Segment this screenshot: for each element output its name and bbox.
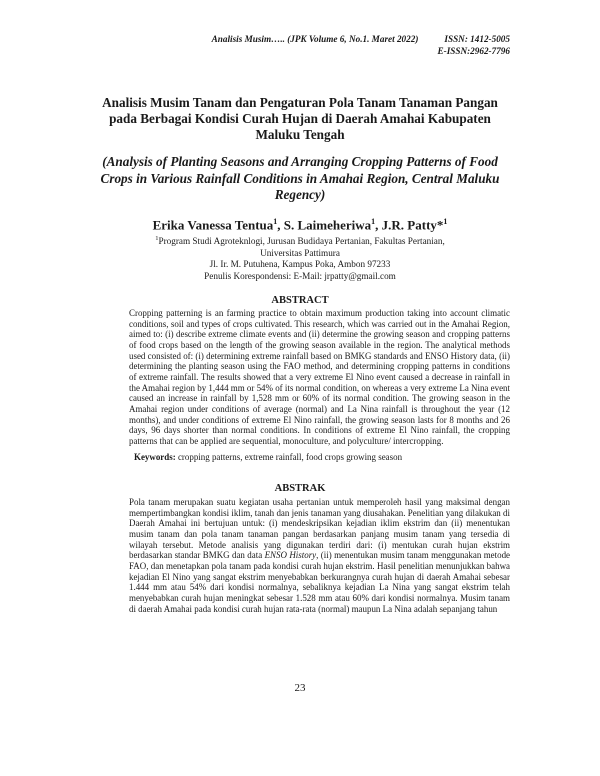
abstrak-heading: ABSTRAK <box>274 483 326 494</box>
corresponding-email: Penulis Korespondensi: E-Mail: jrpatty@gmail.com <box>204 270 396 281</box>
abstrak-text: Pola tanam merupakan suatu kegiatan usaha pertanian untuk memperoleh hasil yang maksimal dengan mempertimbangkan kondisi iklim, tanah dan jenis tanaman yang diusahakan. Penelitian yang dilakukan di Daerah Amahai ini bertujuan untuk: (i) mendeskripsikan kejadian iklim ekstrim dan (ii) menentukan musim tanam dan pola tanam tanaman pangan berdasarkan panjang musim tanam yang tersedia di wilayah tersebut. Metode analisis yang digunakan terdiri dari: (i) mentukan curah hujan ekstrim berdasarkan standar BMKG dan data <box>129 497 510 561</box>
journal-citation: Analisis Musim….. (JPK Volume 6, No.1. Maret 2022) <box>211 34 419 44</box>
affiliation-line: Jl. Ir. M. Putuhena, Kampus Poka, Ambon 97233 <box>209 259 391 270</box>
paper-subtitle-english: (Analysis of Planting Seasons and Arranging Cropping Patterns of Food Crops in Various Rainfall Conditions in Amahai Region, Central Maluku Regency) <box>100 154 500 202</box>
issn: ISSN: 1412-5005 <box>444 34 510 44</box>
affiliation-line: Program Studi Agroteknlogi, Jurusan Budidaya Pertanian, Fakultas Pertanian, <box>158 236 445 247</box>
author-superscript: 1 <box>371 217 376 226</box>
author-name: Erika Vanessa Tentua <box>152 217 274 233</box>
author-name: , J.R. Patty* <box>375 217 444 233</box>
affiliation-line: Universitas Pattimura <box>260 247 340 258</box>
page-number: 23 <box>294 682 306 694</box>
abstrak-body <box>129 497 510 614</box>
affiliation <box>90 233 510 282</box>
paper-title: Analisis Musim Tanam dan Pengaturan Pola Tanam Tanaman Pangan pada Berbagai Kondisi Curah Hujan di Daerah Amahai Kabupaten Maluku Tengah <box>102 95 498 142</box>
abstrak-italic-term: ENSO History <box>264 550 317 561</box>
author-superscript: 1 <box>273 217 278 226</box>
keywords-label: Keywords: <box>134 452 176 462</box>
author-name: , S. Laimeheriwa <box>277 217 372 233</box>
eissn: E-ISSN:2962-7796 <box>437 45 510 56</box>
running-header <box>212 34 510 57</box>
affiliation-superscript: 1 <box>155 235 159 242</box>
abstract-body: Cropping patterning is an farming practice to obtain maximum production taking into account climatic conditions, soil and types of crops cultivated. This research, which was carried out in the Amahai Region, aimed to: (i) describe extreme climate events and (ii) determine the growing season and cropping patterns of food crops based on the length of the growing season available in the region. The analytical methods used consisted of: (i) determining extreme rainfall based on BMKG standards and ENSO History data, (ii) determining the planting season using the FAO method, and determining cropping patterns in conditions of extreme rainfall. The results showed that a very extreme El Nino event caused a decrease in rainfall in the Amahai region by 1,444 mm or 54% of its normal condition, on whereas a very extreme La Nina event caused an increase in rainfall by 1,528 mm or 60% of its normal condition. The growing season in the Amahai region under conditions of average (normal) and La Nina rainfall is throughout the year (12 months), and under conditions of extreme El Nino rainfall, the growing season lasts for 8 months and 26 days, 96 days shorter than normal conditions. In conditions of extreme El Nino rainfall, the cropping patterns that can be applied are sequential, monoculture, and polyculture/ intercropping. <box>129 308 510 446</box>
abstract-heading: ABSTRACT <box>271 295 329 306</box>
abstrak-text: , (ii) menentukan musim tanam menggunakan metode FAO, dan menetapkan pola tanam pada kondisi curah hujan ekstrim. Hasil penelitian menunjukkan bahwa kejadian El Nino yang sangat ekstrim menyebabkan berkurangnya curah hujan di daerah Amahai sebesar 1.444 mm atau 54% dari kondisi normalnya, sebaliknya kejadian La Nina yang sangat ekstrim telah menyebabkan curah hujan meningkat sebesar 1.528 mm atau 60% dari kondisi normalnya. Musim tanam di daerah Amahai pada kondisi curah hujan rata-rata (normal) maupun La Nina adalah sepanjang tahun <box>129 550 510 614</box>
author-list <box>90 214 510 233</box>
author-superscript: 1 <box>443 217 448 226</box>
keywords-text: cropping patterns, extreme rainfall, food crops growing season <box>175 452 403 462</box>
keywords <box>134 452 514 463</box>
